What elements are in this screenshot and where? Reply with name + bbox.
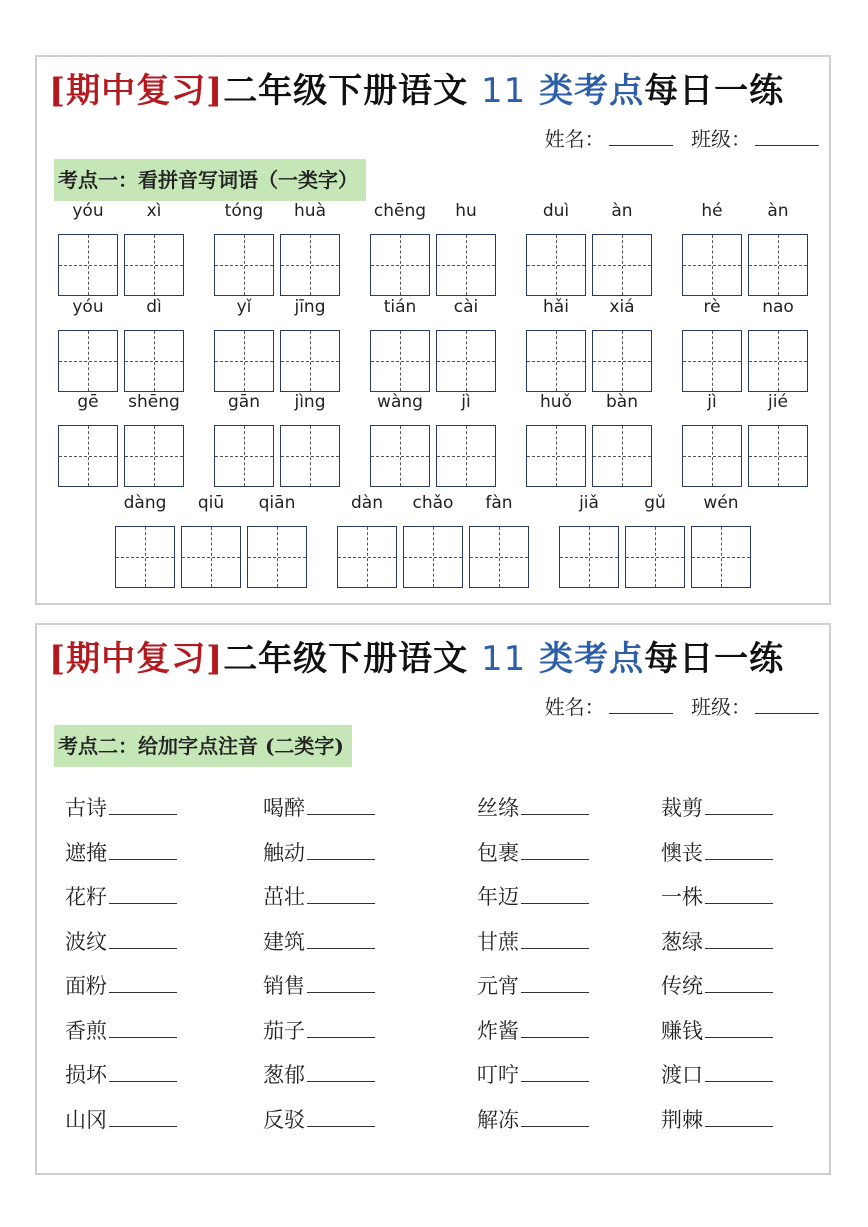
- writing-grid-cell[interactable]: [280, 234, 340, 296]
- writing-grid-cell[interactable]: [58, 234, 118, 296]
- pinyin-label: fàn: [485, 493, 513, 513]
- writing-grid-cell[interactable]: [748, 330, 808, 392]
- word-text: 荆棘: [661, 1107, 703, 1132]
- pinyin-label: yóu: [72, 297, 104, 317]
- word-item: [477, 1015, 589, 1045]
- writing-grid-cell[interactable]: [436, 425, 496, 487]
- answer-blank[interactable]: [307, 1061, 375, 1082]
- word-text: 茁壮: [263, 885, 305, 909]
- writing-grid-cell[interactable]: [748, 234, 808, 296]
- answer-blank[interactable]: [705, 794, 773, 815]
- pinyin-label: xì: [146, 201, 162, 221]
- word-item: [263, 926, 375, 956]
- answer-blank[interactable]: [307, 972, 375, 993]
- word-item: [477, 881, 589, 911]
- writing-grid-cell[interactable]: [247, 526, 307, 588]
- word-item: [65, 1059, 177, 1089]
- worksheet-title: [49, 69, 784, 113]
- word-text: 元宵: [477, 974, 519, 998]
- word-item: [477, 1059, 589, 1089]
- writing-grid-cell[interactable]: [124, 425, 184, 487]
- writing-grid-cell[interactable]: [691, 526, 751, 588]
- pinyin-label: nao: [762, 297, 794, 317]
- answer-blank[interactable]: [109, 972, 177, 993]
- writing-grid-cell[interactable]: [370, 425, 430, 487]
- writing-grid-cell[interactable]: [526, 425, 586, 487]
- word-text: 炸酱: [477, 1018, 519, 1043]
- word-item: [65, 837, 177, 867]
- answer-blank[interactable]: [521, 928, 589, 949]
- pinyin-label: jìng: [294, 392, 326, 412]
- answer-blank[interactable]: [521, 883, 589, 904]
- pinyin-label: qiū: [197, 493, 225, 513]
- pinyin-label: tián: [383, 297, 417, 317]
- word-item: [661, 1015, 773, 1045]
- word-text: 香煎: [65, 1018, 107, 1043]
- name-label: 姓名：: [544, 695, 605, 719]
- answer-blank[interactable]: [307, 1106, 375, 1127]
- pinyin-label: duì: [542, 201, 570, 221]
- pinyin-label: chēng: [373, 201, 427, 221]
- word-text: 花籽: [65, 885, 107, 909]
- answer-blank[interactable]: [307, 794, 375, 815]
- word-item: [263, 881, 375, 911]
- word-text: 赚钱: [661, 1018, 703, 1043]
- writing-grid-cell[interactable]: [280, 425, 340, 487]
- pinyin-label: yóu: [72, 201, 104, 221]
- writing-grid-cell[interactable]: [58, 425, 118, 487]
- answer-blank[interactable]: [705, 1106, 773, 1127]
- pinyin-label: huǒ: [540, 392, 572, 412]
- title-number: 11: [481, 71, 527, 111]
- pinyin-label: chǎo: [412, 493, 454, 513]
- writing-grid-cell[interactable]: [592, 234, 652, 296]
- pinyin-label: cài: [453, 297, 479, 317]
- pinyin-label: xiá: [609, 297, 635, 317]
- pinyin-label: jié: [768, 392, 788, 412]
- answer-blank[interactable]: [109, 883, 177, 904]
- word-text: 丝绦: [477, 796, 519, 820]
- title-middle: 二年级下册语文: [223, 71, 469, 111]
- word-text: 建筑: [263, 929, 305, 954]
- word-text: 反驳: [263, 1107, 305, 1132]
- word-text: 面粉: [65, 974, 107, 998]
- class-field[interactable]: [755, 695, 819, 714]
- word-text: 遮掩: [65, 840, 107, 865]
- answer-blank[interactable]: [521, 972, 589, 993]
- answer-blank[interactable]: [705, 928, 773, 949]
- pinyin-label: dì: [146, 297, 162, 317]
- word-text: 损坏: [65, 1063, 107, 1087]
- pinyin-label: jì: [707, 392, 717, 412]
- student-info: [545, 123, 819, 152]
- writing-grid-cell[interactable]: [124, 330, 184, 392]
- title-category: 类考点: [539, 639, 645, 679]
- word-text: 懊丧: [661, 840, 703, 865]
- writing-grid-cell[interactable]: [214, 234, 274, 296]
- section-heading-2: 考点二：给加字点注音 (二类字): [54, 725, 352, 767]
- writing-grid-cell[interactable]: [559, 526, 619, 588]
- writing-grid-cell[interactable]: [592, 425, 652, 487]
- writing-grid-cell[interactable]: [436, 330, 496, 392]
- writing-grid-cell[interactable]: [748, 425, 808, 487]
- writing-grid-cell[interactable]: [214, 330, 274, 392]
- writing-grid-cell[interactable]: [526, 234, 586, 296]
- title-number: 11: [481, 639, 527, 679]
- word-text: 触动: [263, 840, 305, 865]
- word-text: 销售: [263, 974, 305, 998]
- writing-grid-cell[interactable]: [124, 234, 184, 296]
- word-text: 甘蔗: [477, 929, 519, 954]
- word-item: [65, 1015, 177, 1045]
- answer-blank[interactable]: [705, 972, 773, 993]
- worksheet-panel-2: [35, 623, 831, 1175]
- answer-blank[interactable]: [109, 1017, 177, 1038]
- pinyin-label: wàng: [377, 392, 423, 412]
- writing-grid-cell[interactable]: [58, 330, 118, 392]
- word-item: [661, 837, 773, 867]
- class-field[interactable]: [755, 127, 819, 146]
- word-item: [477, 970, 589, 1000]
- pinyin-label: gān: [228, 392, 260, 412]
- writing-grid-cell[interactable]: [337, 526, 397, 588]
- title-suffix: 每日一练: [644, 639, 785, 679]
- answer-blank[interactable]: [307, 883, 375, 904]
- answer-blank[interactable]: [705, 883, 773, 904]
- worksheet-title: [49, 637, 784, 681]
- pinyin-label: huà: [294, 201, 326, 221]
- word-item: [661, 970, 773, 1000]
- word-text: 渡口: [661, 1063, 703, 1087]
- word-text: 年迈: [477, 885, 519, 909]
- pinyin-label: jì: [461, 392, 471, 412]
- word-item: [65, 970, 177, 1000]
- word-text: 葱绿: [661, 929, 703, 954]
- word-item: [477, 926, 589, 956]
- pinyin-label: àn: [611, 201, 633, 221]
- word-text: 山冈: [65, 1107, 107, 1132]
- pinyin-label: bàn: [606, 392, 638, 412]
- title-prefix: [期中复习]: [49, 71, 224, 111]
- name-field[interactable]: [609, 127, 673, 146]
- class-label: 班级：: [691, 127, 751, 151]
- writing-grid-cell[interactable]: [403, 526, 463, 588]
- pinyin-label: hǎi: [543, 297, 569, 317]
- pinyin-label: rè: [703, 297, 721, 317]
- answer-blank[interactable]: [109, 928, 177, 949]
- word-text: 裁剪: [661, 796, 703, 820]
- writing-grid-cell[interactable]: [181, 526, 241, 588]
- writing-grid-cell[interactable]: [682, 425, 742, 487]
- answer-blank[interactable]: [109, 1061, 177, 1082]
- pinyin-label: wén: [703, 493, 739, 513]
- word-item: [65, 926, 177, 956]
- answer-blank[interactable]: [109, 1106, 177, 1127]
- word-item: [65, 1104, 177, 1134]
- word-text: 解冻: [477, 1107, 519, 1132]
- writing-grid-cell[interactable]: [592, 330, 652, 392]
- pinyin-label: hé: [701, 201, 723, 221]
- section-heading-1: 考点一：看拼音写词语（一类字）: [54, 159, 366, 201]
- writing-grid-cell[interactable]: [370, 234, 430, 296]
- word-item: [263, 1059, 375, 1089]
- answer-blank[interactable]: [705, 1061, 773, 1082]
- answer-blank[interactable]: [521, 1061, 589, 1082]
- word-text: 包裹: [477, 840, 519, 865]
- word-item: [661, 1104, 773, 1134]
- worksheet-panel-1: [35, 55, 831, 605]
- title-middle: 二年级下册语文: [223, 639, 469, 679]
- answer-blank[interactable]: [307, 928, 375, 949]
- writing-grid-cell[interactable]: [526, 330, 586, 392]
- answer-blank[interactable]: [521, 1106, 589, 1127]
- word-item: [661, 926, 773, 956]
- word-item: [263, 792, 375, 822]
- word-text: 一株: [661, 885, 703, 909]
- name-field[interactable]: [609, 695, 673, 714]
- writing-grid-cell[interactable]: [115, 526, 175, 588]
- pinyin-label: jiǎ: [579, 493, 599, 513]
- pinyin-label: àn: [767, 201, 789, 221]
- pinyin-label: gē: [77, 392, 99, 412]
- word-item: [477, 837, 589, 867]
- word-item: [65, 792, 177, 822]
- answer-blank[interactable]: [307, 839, 375, 860]
- title-suffix: 每日一练: [644, 71, 785, 111]
- answer-blank[interactable]: [521, 839, 589, 860]
- answer-blank[interactable]: [307, 1017, 375, 1038]
- name-label: 姓名：: [544, 127, 605, 151]
- pinyin-label: jīng: [294, 297, 326, 317]
- writing-grid-cell[interactable]: [469, 526, 529, 588]
- answer-blank[interactable]: [705, 1017, 773, 1038]
- writing-grid-cell[interactable]: [625, 526, 685, 588]
- title-prefix: [期中复习]: [49, 639, 224, 679]
- writing-grid-cell[interactable]: [214, 425, 274, 487]
- pinyin-label: dàng: [123, 493, 167, 513]
- word-text: 波纹: [65, 929, 107, 954]
- word-text: 喝醉: [263, 796, 305, 820]
- answer-blank[interactable]: [705, 839, 773, 860]
- word-item: [263, 1104, 375, 1134]
- word-item: [263, 837, 375, 867]
- writing-grid-cell[interactable]: [682, 234, 742, 296]
- word-item: [661, 1059, 773, 1089]
- word-text: 叮咛: [477, 1063, 519, 1087]
- answer-blank[interactable]: [109, 839, 177, 860]
- pinyin-label: shēng: [128, 392, 180, 412]
- word-item: [65, 881, 177, 911]
- word-text: 传统: [661, 974, 703, 998]
- word-item: [477, 1104, 589, 1134]
- class-label: 班级：: [691, 695, 751, 719]
- word-item: [661, 881, 773, 911]
- writing-grid-cell[interactable]: [280, 330, 340, 392]
- word-item: [263, 1015, 375, 1045]
- answer-blank[interactable]: [521, 1017, 589, 1038]
- word-text: 葱郁: [263, 1063, 305, 1087]
- student-info: [545, 691, 819, 720]
- pinyin-label: hu: [455, 201, 477, 221]
- word-item: [263, 970, 375, 1000]
- title-category: 类考点: [539, 71, 645, 111]
- word-text: 古诗: [65, 796, 107, 820]
- answer-blank[interactable]: [109, 794, 177, 815]
- pinyin-label: tóng: [224, 201, 264, 221]
- pinyin-label: gǔ: [644, 493, 666, 513]
- word-item: [477, 792, 589, 822]
- word-item: [661, 792, 773, 822]
- writing-grid-cell[interactable]: [370, 330, 430, 392]
- writing-grid-cell[interactable]: [682, 330, 742, 392]
- writing-grid-cell[interactable]: [436, 234, 496, 296]
- word-text: 茄子: [263, 1018, 305, 1043]
- pinyin-label: qiān: [258, 493, 296, 513]
- pinyin-label: yǐ: [236, 297, 252, 317]
- pinyin-label: dàn: [351, 493, 383, 513]
- answer-blank[interactable]: [521, 794, 589, 815]
